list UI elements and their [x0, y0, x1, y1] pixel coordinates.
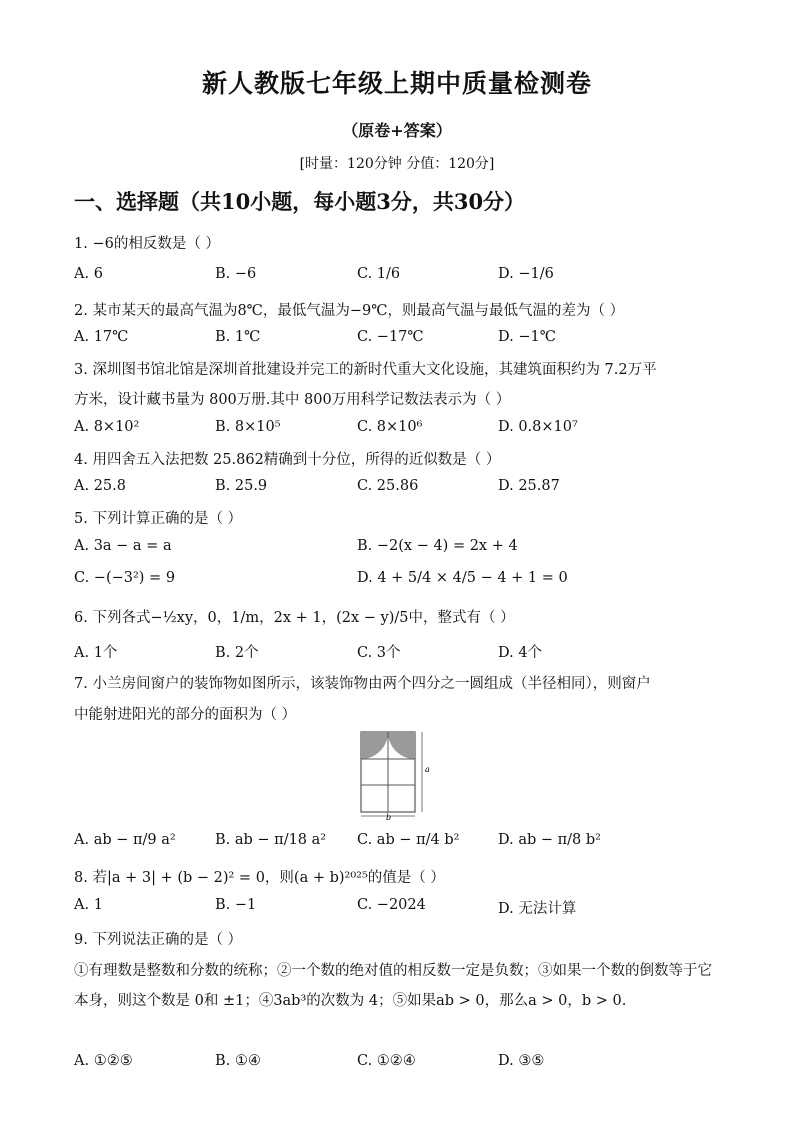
q7-option-b: B. ab − π/18 a²: [215, 832, 327, 848]
q6-option-c: C. 3个: [357, 645, 401, 661]
q2-option-d: D. −1℃: [498, 329, 556, 345]
q5-option-c: C. −(−3²) = 9: [74, 570, 176, 586]
q4-option-b: B. 25.9: [215, 478, 268, 494]
q7-option-d: D. ab − π/8 b²: [498, 832, 601, 848]
q5-option-b: B. −2(x − 4) = 2x + 4: [357, 538, 518, 554]
q3-option-d: D. 0.8×10⁷: [498, 419, 578, 435]
q4-option-a: A. 25.8: [74, 478, 126, 494]
q5-option-d: D. 4 + 5/4 × 4/5 − 4 + 1 = 0: [357, 570, 568, 586]
page-subtitle: （原卷+答案）: [342, 121, 452, 140]
q8-option-b: B. −1: [215, 897, 257, 913]
q2-option-c: C. −17℃: [357, 329, 424, 345]
q1-option-c: C. 1/6: [357, 266, 401, 282]
q2-option-a: A. 17℃: [74, 329, 129, 345]
figure-label-a: a: [425, 765, 430, 774]
q1-option-b: B. −6: [215, 266, 257, 282]
q7-option-c: C. ab − π/4 b²: [357, 832, 460, 848]
question-1-stem: 1. −6的相反数是（ ）: [74, 236, 220, 252]
q6-option-b: B. 2个: [215, 645, 259, 661]
question-9-stem: 9. 下列说法正确的是（ ）: [74, 932, 243, 948]
page-title: 新人教版七年级上期中质量检测卷: [201, 69, 592, 98]
q8-option-c: C. −2024: [357, 897, 426, 913]
question-4-stem: 4. 用四舍五入法把数 25.862精确到十分位，所得的近似数是（ ）: [74, 452, 501, 468]
figure-label-b: b: [386, 813, 392, 820]
q9-option-b: B. ①④: [215, 1053, 261, 1069]
question-3-stem-line2: 方米，设计藏书量为 800万册.其中 800万用科学记数法表示为（ ）: [74, 392, 511, 408]
q8-option-a: A. 1: [74, 897, 103, 913]
q5-option-a: A. 3a − a = a: [74, 538, 172, 554]
question-2-stem: 2. 某市某天的最高气温为8℃，最低气温为−9℃，则最高气温与最低气温的差为（ ）: [74, 303, 625, 319]
question-7-stem-line2: 中能射进阳光的部分的面积为（ ）: [74, 707, 297, 723]
q1-option-a: A. 6: [74, 266, 103, 282]
q4-option-c: C. 25.86: [357, 478, 419, 494]
q2-option-b: B. 1℃: [215, 329, 261, 345]
question-6-stem: 6. 下列各式−½xy，0，1/m，2x + 1，(2x − y)/5中，整式有（ ）: [74, 610, 515, 626]
question-3-stem-line1: 3. 深圳图书馆北馆是深圳首批建设并完工的新时代重大文化设施，其建筑面积约为 7.2万平: [74, 362, 657, 378]
q3-option-a: A. 8×10²: [74, 419, 140, 435]
exam-meta: [时量：120分钟 分值：120分]: [299, 156, 495, 172]
q9-option-d: D. ③⑤: [498, 1053, 545, 1069]
question-7-stem-line1: 7. 小兰房间窗户的装饰物如图所示，该装饰物由两个四分之一圆组成（半径相同），则窗户: [74, 676, 651, 692]
q1-option-d: D. −1/6: [498, 266, 554, 282]
q6-option-a: A. 1个: [74, 645, 118, 661]
question-8-stem: 8. 若|a + 3| + (b − 2)² = 0，则(a + b)²⁰²⁵的值是（ ）: [74, 870, 445, 886]
q9-option-c: C. ①②④: [357, 1053, 416, 1069]
q8-option-d: D. 无法计算: [498, 901, 577, 917]
q7-option-a: A. ab − π/9 a²: [74, 832, 176, 848]
q4-option-d: D. 25.87: [498, 478, 560, 494]
q3-option-c: C. 8×10⁶: [357, 419, 423, 435]
q6-option-d: D. 4个: [498, 645, 543, 661]
q9-option-a: A. ①②⑤: [74, 1053, 133, 1069]
section-heading: 一、选择题（共10小题，每小题3分，共30分）: [74, 189, 526, 214]
q3-option-b: B. 8×10⁵: [215, 419, 281, 435]
question-5-stem: 5. 下列计算正确的是（ ）: [74, 511, 243, 527]
window-figure: [355, 728, 437, 820]
question-9-statements: ①有理数是整数和分数的统称；②一个数的绝对值的相反数一定是负数；③如果一个数的倒数等于它本身，则这个数是 0和 ±1；④3ab³的次数为 4；⑤如果ab > 0，那么a > 0，b > 0.: [74, 963, 712, 1009]
